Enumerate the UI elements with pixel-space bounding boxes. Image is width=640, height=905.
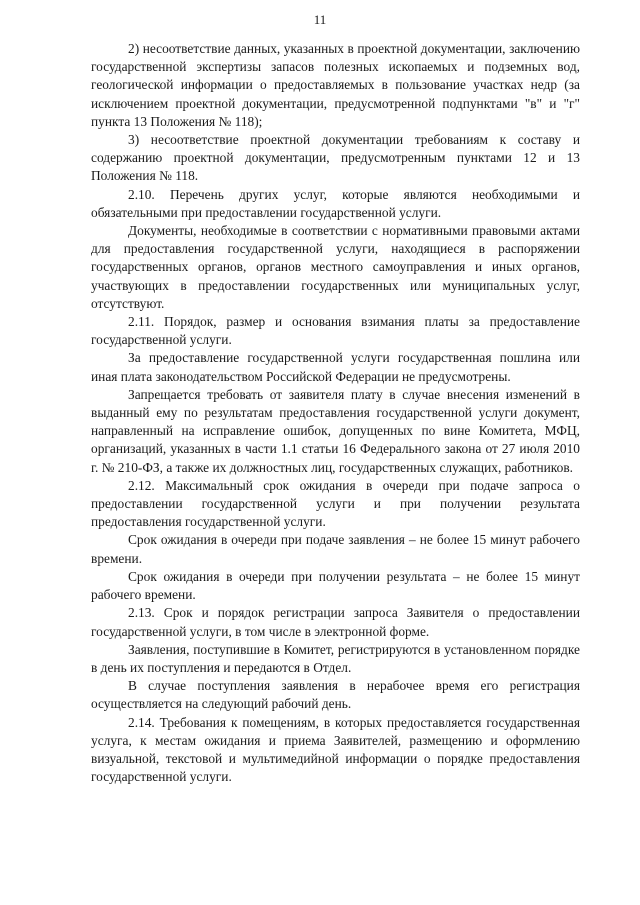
paragraph: Заявления, поступившие в Комитет, регистрируются в установленном порядке в день их поступления и передаются в Отдел. [91, 641, 580, 675]
paragraph: В случае поступления заявления в нерабочее время его регистрация осуществляется на следующий рабочий день. [91, 678, 580, 712]
paragraph: Документы, необходимые в соответствии с нормативными правовыми актами для предоставления государственной услуги, находящиеся в распоряжении государственных органов, органов местного самоуправления и иных органов, участвующих в предоставлении государственных или муниципальных услуг, отсутствуют. [91, 223, 580, 311]
section-heading-2-14: 2.14. Требования к помещениям, в которых предоставляется государственная услуга, к местам ожидания и приема Заявителей, размещению и оформлению визуальной, текстовой и мультимедийной информации о порядке предоставления государственной услуги. [91, 714, 580, 785]
paragraph: 3) несоответствие проектной документации требованиям к составу и содержанию проектной документации, предусмотренным пунктами 12 и 13 Положения № 118. [91, 132, 580, 184]
section-heading-2-13: 2.13. Срок и порядок регистрации запроса Заявителя о предоставлении государственной услуги, в том числе в электронной форме. [91, 605, 580, 639]
paragraph: Запрещается требовать от заявителя плату в случае внесения изменений в выданный ему по результатам предоставления государственной услуги документ, направленный на исправление ошибок, допущенных по вине Комитета, МФЦ, организаций, указанных в части 1.1 статьи 16 Федерального закона от 27 июля 2010 г. № 210-ФЗ, а также их должностных лиц, государственных служащих, работников. [91, 386, 580, 475]
page-number: 11 [313, 12, 327, 27]
paragraph: Срок ожидания в очереди при получении результата – не более 15 минут рабочего времени. [91, 568, 580, 603]
paragraph: За предоставление государственной услуги государственная пошлина или иная плата законодательством Российской Федерации не предусмотрены. [91, 350, 580, 384]
document-body [91, 40, 580, 786]
section-heading-2-10: 2.10. Перечень других услуг, которые являются необходимыми и обязательными при предоставлении государственной услуги. [91, 186, 580, 220]
paragraph: Срок ожидания в очереди при подаче заявления – не более 15 минут рабочего времени. [91, 532, 580, 566]
paragraph: 2) несоответствие данных, указанных в проектной документации, заключению государственной экспертизы запасов полезных ископаемых и подземных вод, геологической информации о предоставляемых в пользование участках недр (за исключением проектной документации, предусмотренной подпунктами "в" и "г" пункта 13 Положения № 118); [91, 41, 580, 129]
section-heading-2-12: 2.12. Максимальный срок ожидания в очереди при подаче запроса о предоставлении государственной услуги и при получении результата предоставления государственной услуги. [91, 477, 580, 530]
section-heading-2-11: 2.11. Порядок, размер и основания взимания платы за предоставление государственной услуги. [91, 314, 580, 348]
